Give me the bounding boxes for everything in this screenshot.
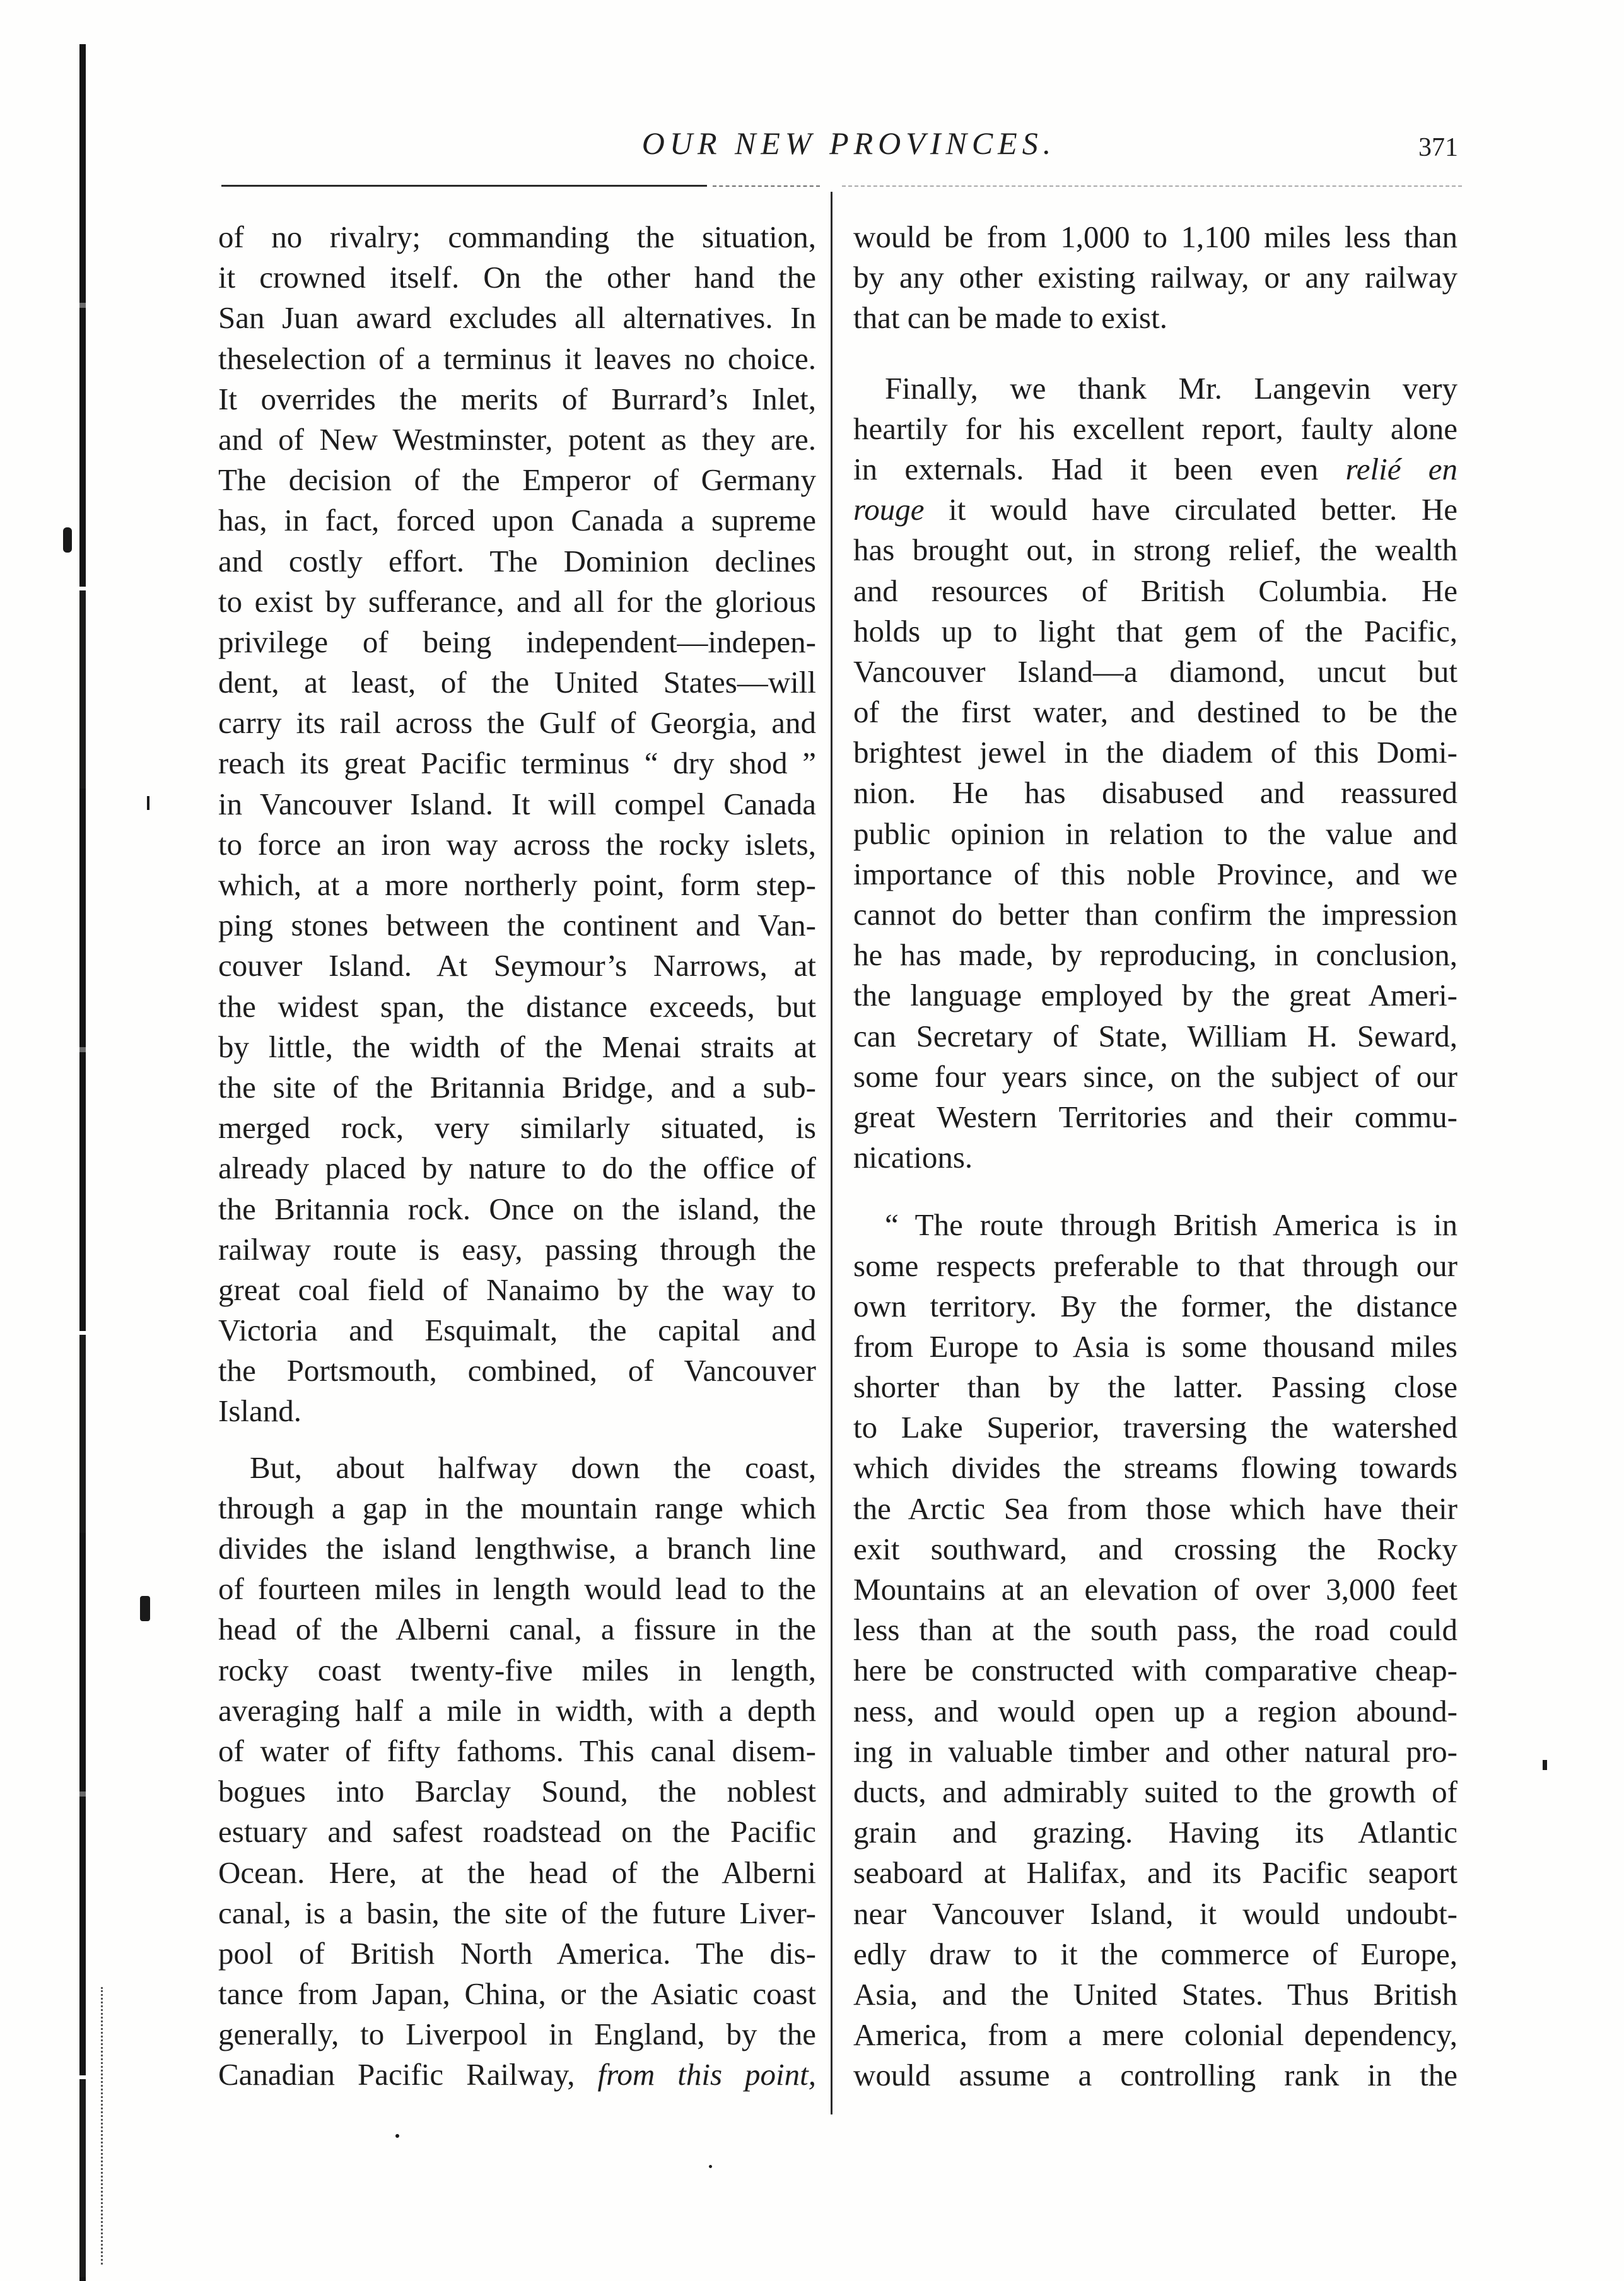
text-line: less than at the south pass, the road could [853, 1612, 1458, 1648]
text-line: theselection of a terminus it leaves no choice. [218, 341, 816, 376]
text-line: would be from 1,000 to 1,100 miles less than [853, 220, 1458, 254]
text-line: importance of this noble Province, and we [853, 856, 1458, 891]
text-line: America, from a mere colonial dependency, [853, 2017, 1458, 2053]
text-line: privilege of being independent—indepen- [218, 624, 816, 659]
text-line: cannot do better than confirm the impression [853, 897, 1458, 932]
right-column [853, 217, 1458, 2096]
text-line: “ The route through British America is in [885, 1207, 1458, 1243]
text-line: that can be made to exist. [853, 300, 1167, 336]
text-line: to exist by sufferance, and all for the glorious [218, 583, 816, 619]
text-line: can Secretary of State, William H. Seward, [853, 1018, 1458, 1053]
text-line: seaboard at Halifax, and its Pacific seaport [853, 1855, 1458, 1891]
text-line: here be constructed with comparative cheap- [853, 1653, 1458, 1688]
header-rule [221, 185, 707, 187]
running-title: OUR NEW PROVINCES. [641, 126, 1056, 161]
text-line: ping stones between the continent and Van- [218, 908, 816, 943]
text-line: Asia, and the United States. Thus British [853, 1976, 1458, 2012]
paragraph [218, 1448, 816, 2096]
roman-text: it would have circulated better. He [924, 492, 1458, 527]
text-line: he has made, by reproducing, in conclusion, [853, 937, 1458, 973]
text-line: generally, to Liverpool in England, by the [218, 2017, 816, 2052]
text-line: merged rock, very similarly situated, is [218, 1110, 816, 1146]
italic-text: relié en [1345, 451, 1458, 486]
text-line: the Portsmouth, combined, of Vancouver [218, 1353, 816, 1388]
text-line: in Vancouver Island. It will compel Canada [218, 786, 816, 821]
text-line: Mountains at an elevation of over 3,000 feet [853, 1572, 1458, 1607]
text-line: it crowned itself. On the other hand the [218, 260, 816, 295]
text-line: through a gap in the mountain range which [218, 1490, 816, 1525]
scan-speck [140, 1596, 150, 1621]
text-line: divides the island lengthwise, a branch line [218, 1531, 816, 1566]
text-line: and resources of British Columbia. He [853, 573, 1458, 608]
text-line: reach its great Pacific terminus “ dry shod ” [218, 746, 816, 781]
header-rule-faded [713, 185, 820, 187]
italic-text: rouge [853, 492, 925, 527]
paragraph [853, 368, 1458, 1178]
text-line: some respects preferable to that through our [853, 1248, 1458, 1283]
text-line: great Western Territories and their commu- [853, 1099, 1458, 1134]
page-number: 371 [1418, 133, 1458, 162]
text-line: ness, and would open up a region abound- [853, 1693, 1458, 1728]
text-line: But, about halfway down the coast, [250, 1450, 816, 1485]
text-line: already placed by nature to do the office of [218, 1151, 816, 1186]
text-line: nications. [853, 1140, 973, 1175]
text-line: brightest jewel in the diadem of this Domi- [853, 735, 1458, 770]
scan-speck [147, 796, 149, 810]
text-line: It overrides the merits of Burrard’s Inlet, [218, 381, 816, 416]
text-line: near Vancouver Island, it would undoubt- [853, 1896, 1458, 1931]
text-line: the widest span, the distance exceeds, but [218, 988, 816, 1024]
paragraph [853, 217, 1458, 339]
text-line: rocky coast twenty-five miles in length, [218, 1652, 816, 1687]
text-line: which, at a more northerly point, form step- [218, 867, 816, 902]
text-line: edly draw to it the commerce of Europe, [853, 1936, 1458, 1971]
text-line: would assume a controlling rank in the [853, 2058, 1458, 2093]
text-line [218, 2055, 816, 2095]
header-rule-faded [842, 185, 1462, 187]
text-line: nion. He has disabused and reassured [853, 775, 1458, 811]
text-line: Ocean. Here, at the head of the Alberni [218, 1855, 816, 1890]
text-line: to force an iron way across the rocky islets, [218, 826, 816, 862]
text-line: the Britannia rock. Once on the island, the [218, 1191, 816, 1226]
scan-speck [1543, 1760, 1547, 1770]
text-line: by little, the width of the Menai straits at [218, 1029, 816, 1064]
text-line: The decision of the Emperor of Germany [218, 462, 816, 498]
paragraph [853, 1205, 1458, 2096]
text-line [853, 490, 1458, 530]
text-line: ing in valuable timber and other natural pro- [853, 1733, 1458, 1769]
text-line: Finally, we thank Mr. Langevin very [885, 370, 1458, 406]
text-line: of no rivalry; commanding the situation, [218, 220, 816, 254]
text-line: heartily for his excellent report, faulty alone [853, 411, 1458, 446]
binding-edge-dots [101, 1987, 103, 2265]
text-line: by any other existing railway, or any railway [853, 260, 1458, 295]
text-line: Victoria and Esquimalt, the capital and [218, 1313, 816, 1348]
text-line: railway route is easy, passing through the [218, 1231, 816, 1267]
scan-speck [709, 2165, 712, 2168]
italic-text: from this point, [597, 2057, 816, 2092]
text-line: to Lake Superior, traversing the watershed [853, 1410, 1458, 1445]
text-line: canal, is a basin, the site of the future Liver- [218, 1895, 816, 1930]
text-line: holds up to light that gem of the Pacific, [853, 613, 1458, 648]
text-line: pool of British North America. The dis- [218, 1935, 816, 1971]
scan-speck [63, 527, 72, 553]
roman-text: Canadian Pacific Railway, [218, 2057, 598, 2092]
text-line: the Arctic Sea from those which have their [853, 1491, 1458, 1526]
text-line: great coal field of Nanaimo by the way to [218, 1272, 816, 1307]
text-line: estuary and safest roadstead on the Pacific [218, 1814, 816, 1850]
text-line: some four years since, on the subject of our [853, 1058, 1458, 1094]
text-line: own territory. By the former, the distance [853, 1288, 1458, 1323]
text-line: head of the Alberni canal, a fissure in the [218, 1612, 816, 1647]
text-line: averaging half a mile in width, with a depth [218, 1692, 816, 1728]
paragraph [218, 217, 816, 1432]
text-line: exit southward, and crossing the Rocky [853, 1531, 1458, 1566]
text-line: the site of the Britannia Bridge, and a sub- [218, 1069, 816, 1105]
text-line: dent, at least, of the United States—will [218, 665, 816, 700]
text-line: ducts, and admirably suited to the growth of [853, 1774, 1458, 1809]
text-line: and of New Westminster, potent as they are. [218, 421, 816, 457]
left-column [218, 217, 816, 2096]
text-line: tance from Japan, China, or the Asiatic coast [218, 1976, 816, 2012]
text-line: couver Island. At Seymour’s Narrows, at [218, 948, 816, 983]
text-line: San Juan award excludes all alternatives. In [218, 300, 816, 336]
text-line: public opinion in relation to the value and [853, 816, 1458, 851]
text-line: Island. [218, 1393, 301, 1429]
text-line: bogues into Barclay Sound, the noblest [218, 1774, 816, 1809]
text-line: which divides the streams flowing towards [853, 1450, 1458, 1486]
scan-speck [395, 2134, 399, 2138]
column-divider [831, 192, 832, 2114]
text-line: grain and grazing. Having its Atlantic [853, 1815, 1458, 1850]
text-line: carry its rail across the Gulf of Georgia, and [218, 705, 816, 741]
text-line: the language employed by the great Ameri- [853, 978, 1458, 1013]
binding-edge [79, 44, 86, 2281]
text-line: and costly effort. The Dominion declines [218, 543, 816, 578]
text-line [853, 449, 1458, 490]
text-line: of water of fifty fathoms. This canal disem- [218, 1733, 816, 1768]
roman-text: in externals. Had it been even [853, 451, 1346, 486]
text-line: of the first water, and destined to be the [853, 695, 1458, 730]
text-line: shorter than by the latter. Passing close [853, 1369, 1458, 1405]
text-line: Vancouver Island—a diamond, uncut but [853, 654, 1458, 689]
text-line: of fourteen miles in length would lead to the [218, 1571, 816, 1607]
text-line: has, in fact, forced upon Canada a supreme [218, 503, 816, 538]
text-line: has brought out, in strong relief, the wealth [853, 532, 1458, 568]
text-line: from Europe to Asia is some thousand miles [853, 1328, 1458, 1364]
